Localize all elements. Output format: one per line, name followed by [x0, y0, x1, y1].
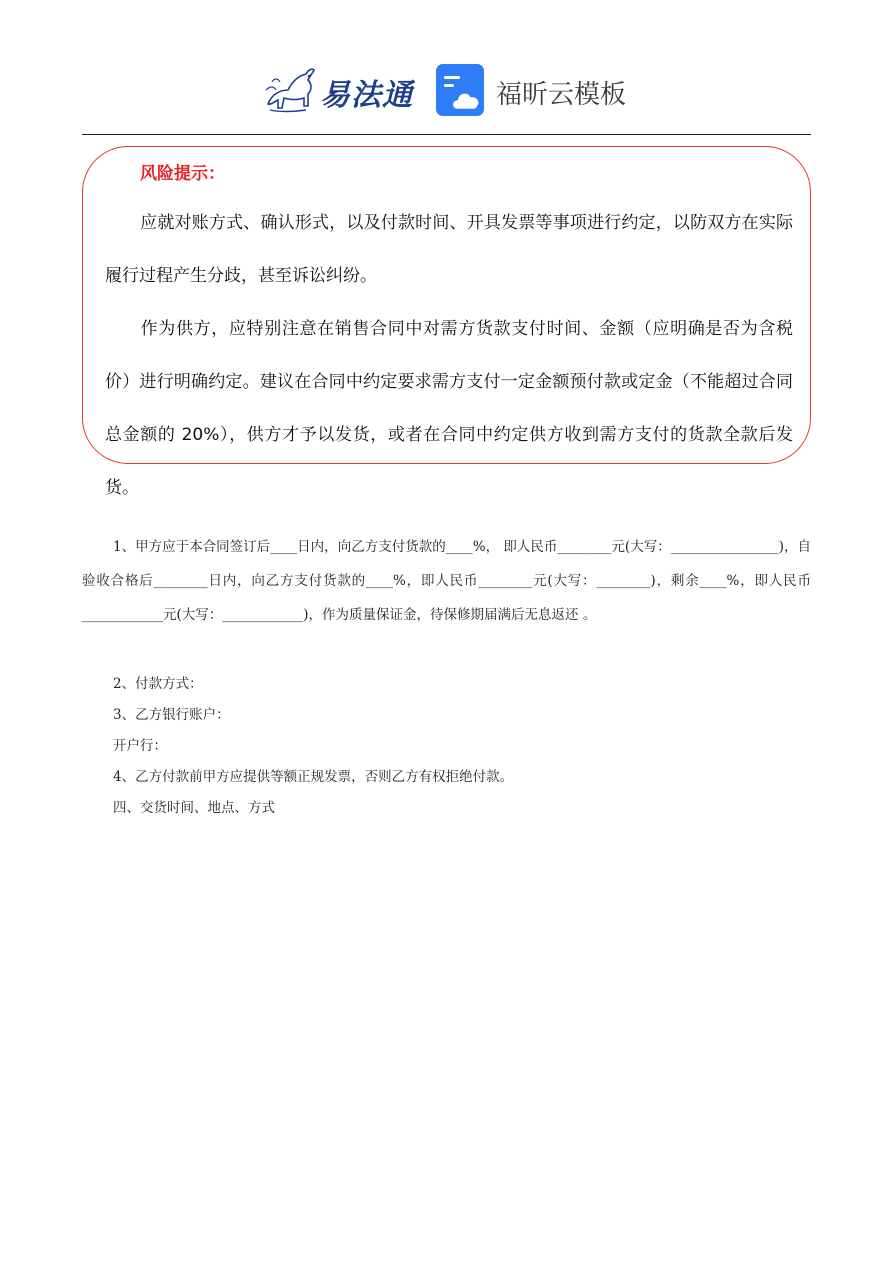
yifatong-wordmark: 易法通 [320, 78, 413, 113]
foxit-cloud-wordmark: 福昕云模板 [496, 80, 627, 110]
cloud-document-icon [436, 64, 488, 116]
bank-account-clause: 3、乙方银行账户： [113, 707, 230, 723]
risk-title: 风险提示： [140, 164, 225, 184]
foxit-cloud-template-logo [436, 64, 636, 118]
risk-paragraph-2-text: 作为供方，应特别注意在销售合同中对需方货款支付时间、金额（应明确是否为含税价）进行明确约定。建议在合同中约定要求需方支付一定金额预付款或定金（不能超过合同总金额的 20%），供方才予以发货，或者在合同中约定供方收到需方支付的货款全款后发货。 [105, 319, 793, 498]
qilin-icon [262, 60, 320, 118]
header-divider [82, 134, 811, 135]
delivery-section-heading: 四、交货时间、地点、方式 [113, 800, 275, 816]
bank-name-line: 开户行： [113, 738, 167, 754]
payment-clause-1 [82, 530, 811, 632]
risk-warning-box [82, 146, 811, 498]
payment-method-clause: 2、付款方式： [113, 676, 203, 692]
yifatong-logo [262, 60, 412, 118]
risk-paragraph-1-text: 应就对账方式、确认形式，以及付款时间、开具发票等事项进行约定，以防双方在实际履行过程产生分歧，甚至诉讼纠纷。 [105, 213, 793, 286]
page-header [0, 58, 893, 122]
invoice-clause: 4、乙方付款前甲方应提供等额正规发票，否则乙方有权拒绝付款。 [113, 769, 514, 785]
payment-clause-1-text: 1、甲方应于本合同签订后____日内，向乙方支付货款的____%， 即人民币________元(大写：________________)，自验收合格后________日内，向乙方支付货款的____%，即人民币________元(大写：________)，剩余____%，即人民币____________元(大写：____________)，作为质量保证金，待保修期届满后无息返还 。 [82, 539, 811, 623]
risk-paragraph-2 [105, 303, 793, 515]
risk-paragraph-1 [105, 197, 793, 303]
